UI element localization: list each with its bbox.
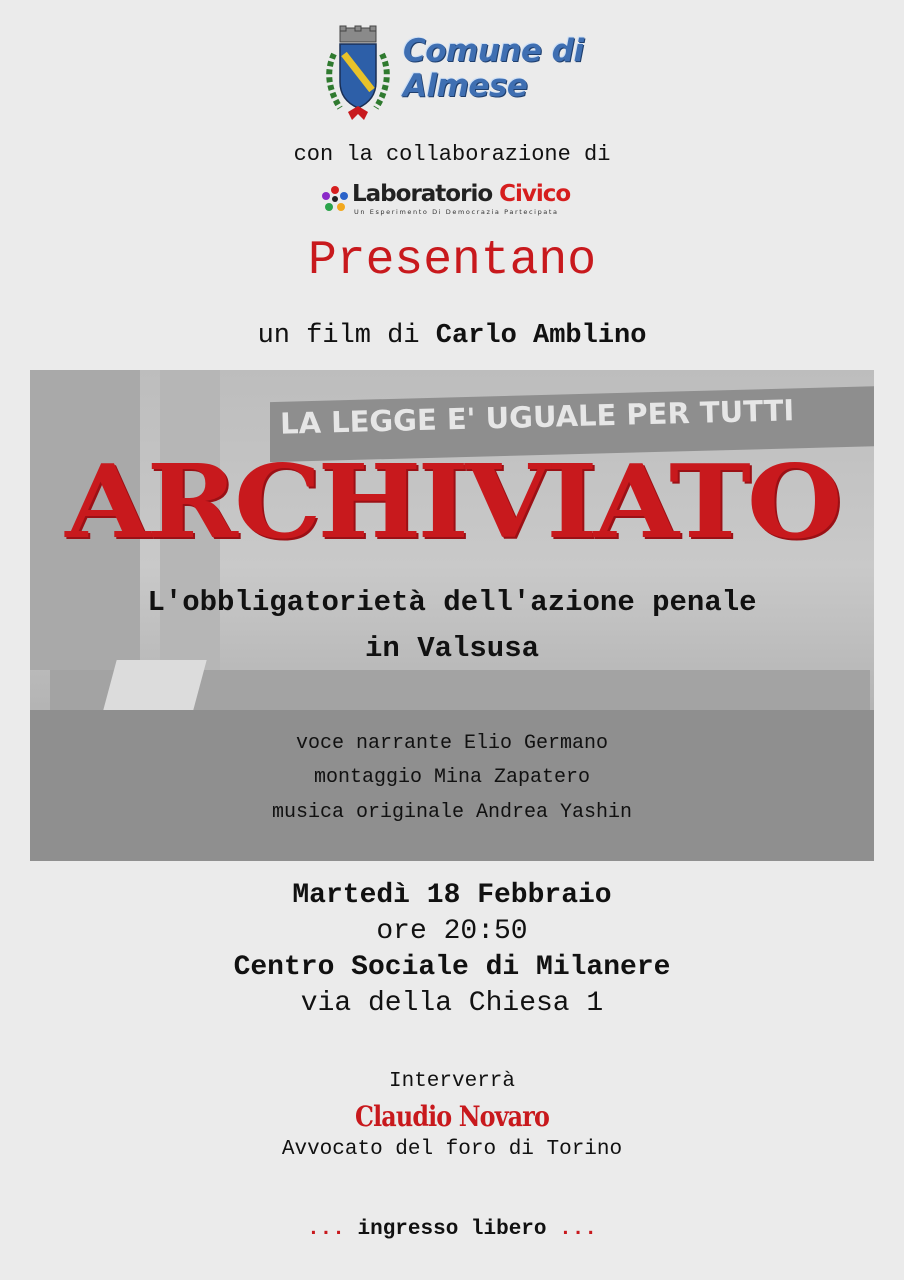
lab-name bbox=[352, 181, 570, 207]
comune-line1: Comune di bbox=[403, 33, 584, 69]
event-address: via della Chiesa 1 bbox=[300, 988, 604, 1019]
credit-narrator: voce narrante Elio Germano bbox=[295, 732, 609, 755]
event-venue: Centro Sociale di Milanere bbox=[233, 952, 671, 983]
credit-music: musica originale Andrea Yashin bbox=[271, 801, 633, 824]
event-time: ore 20:50 bbox=[376, 916, 528, 947]
credit-editing: montaggio Mina Zapatero bbox=[313, 766, 591, 789]
event-date: Martedì 18 Febbraio bbox=[292, 880, 612, 911]
dots-left: ... bbox=[307, 1218, 345, 1241]
film-subtitle-line1: L'obbligatorietà dell'azione penale bbox=[147, 586, 757, 619]
courtroom-photo bbox=[30, 370, 874, 861]
speaker-name: Claudio Novaro bbox=[355, 1100, 549, 1133]
comune-name bbox=[403, 34, 584, 104]
comune-line2: Almese bbox=[403, 68, 528, 104]
lab-name-part1: Laboratorio bbox=[352, 181, 500, 207]
film-by-line bbox=[0, 321, 904, 351]
film-title: ARCHIVIATO bbox=[65, 442, 839, 561]
coat-of-arms-icon bbox=[318, 24, 398, 124]
photo-papers bbox=[103, 660, 206, 710]
lab-name-part2: Civico bbox=[499, 181, 571, 207]
speaker-role: Avvocato del foro di Torino bbox=[281, 1138, 623, 1161]
dots-right: ... bbox=[559, 1218, 597, 1241]
entry-note bbox=[0, 1218, 904, 1241]
people-circle-icon bbox=[320, 184, 350, 214]
banner-text: LA LEGGE E' UGUALE PER TUTTI bbox=[279, 393, 795, 441]
laboratorio-civico-logo bbox=[320, 181, 590, 218]
film-by-intro: un film di bbox=[257, 321, 420, 351]
director-name: Carlo Amblino bbox=[435, 321, 647, 351]
comune-logo bbox=[318, 24, 588, 124]
lab-subtitle: Un Esperimento Di Democrazia Partecipata bbox=[354, 208, 559, 216]
entry-free-text: ingresso libero bbox=[357, 1218, 547, 1241]
collab-text: con la collaborazione di bbox=[293, 142, 611, 167]
presentano-heading: Presentano bbox=[307, 234, 597, 288]
film-subtitle-line2: in Valsusa bbox=[364, 632, 540, 665]
speaker-intro: Interverrà bbox=[388, 1070, 516, 1093]
